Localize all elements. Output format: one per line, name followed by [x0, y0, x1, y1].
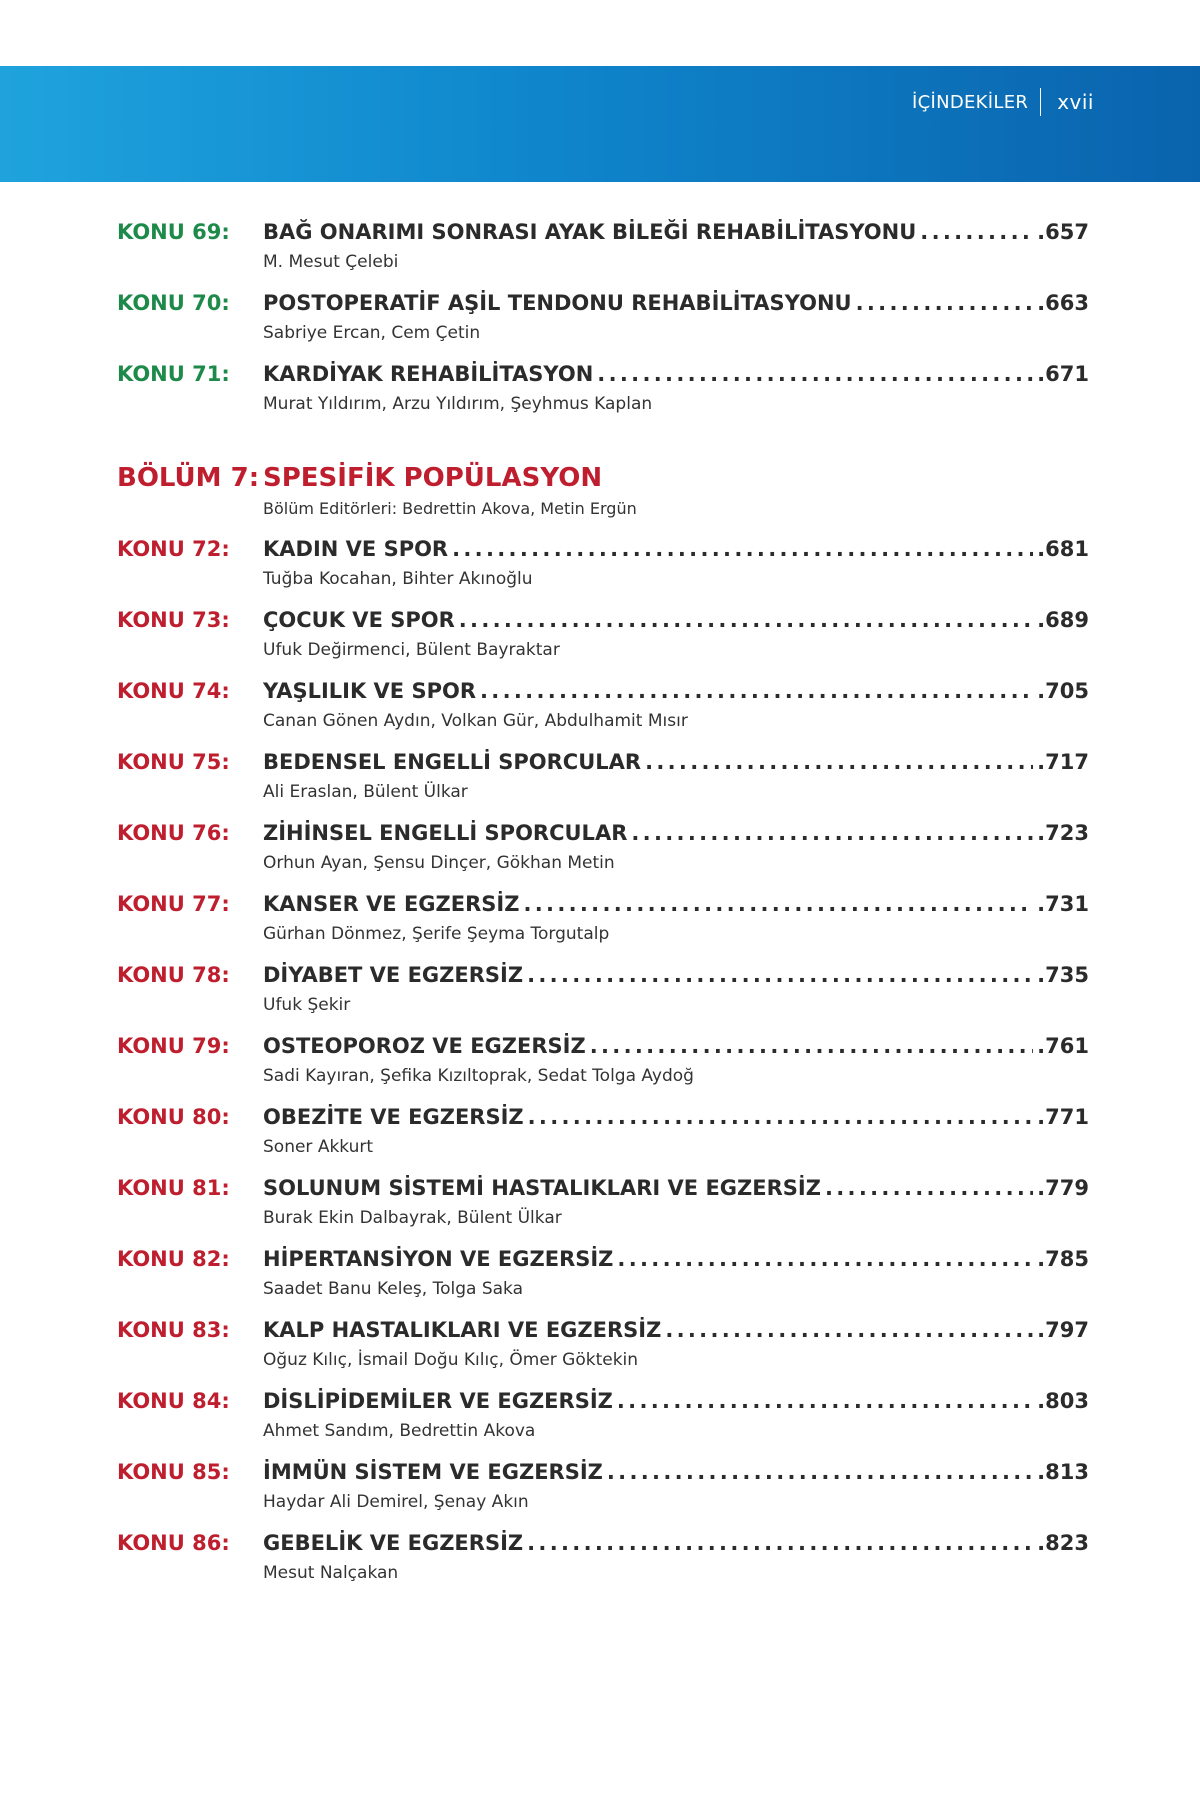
topic-label: KONU 69:: [117, 220, 230, 244]
topic-title: YAŞLILIK VE SPOR: [263, 679, 476, 703]
toc-entry[interactable]: [117, 1456, 1089, 1527]
dot-leader: [665, 1318, 1033, 1342]
topic-label: KONU 74:: [117, 679, 230, 703]
topic-title: SOLUNUM SİSTEMİ HASTALIKLARI VE EGZERSİZ: [263, 1176, 821, 1200]
topic-title: OBEZİTE VE EGZERSİZ: [263, 1105, 524, 1129]
toc-line: [263, 608, 1089, 632]
dot-leader: [920, 220, 1033, 244]
topic-authors: Mesut Nalçakan: [263, 1563, 399, 1583]
topic-authors: Oğuz Kılıç, İsmail Doğu Kılıç, Ömer Göktekin: [263, 1350, 639, 1370]
dot-leader: [528, 1105, 1034, 1129]
topic-authors: Tuğba Kocahan, Bihter Akınoğlu: [263, 569, 533, 589]
topic-label: KONU 82:: [117, 1247, 230, 1271]
dot-leader: [856, 291, 1034, 315]
toc-line: [263, 1460, 1089, 1484]
topic-authors: Ufuk Şekir: [263, 995, 351, 1015]
topic-page: .735: [1037, 963, 1089, 987]
topic-page: .671: [1037, 362, 1089, 386]
topic-label: KONU 78:: [117, 963, 230, 987]
page-number: xvii: [1057, 90, 1094, 114]
topic-title: BEDENSEL ENGELLİ SPORCULAR: [263, 750, 642, 774]
toc-line: [263, 362, 1089, 386]
toc-line: [263, 963, 1089, 987]
topic-authors: M. Mesut Çelebi: [263, 252, 399, 272]
topic-page: .761: [1037, 1034, 1089, 1058]
toc-entry[interactable]: [117, 533, 1089, 604]
topic-label: KONU 76:: [117, 821, 230, 845]
toc-line: [263, 220, 1089, 244]
topic-title: KARDİYAK REHABİLİTASYON: [263, 362, 594, 386]
toc-line: [263, 1318, 1089, 1342]
toc-entry[interactable]: [117, 1385, 1089, 1456]
table-of-contents: [117, 216, 1089, 1598]
topic-authors: Burak Ekin Dalbayrak, Bülent Ülkar: [263, 1208, 562, 1228]
toc-entry[interactable]: [117, 604, 1089, 675]
topic-page: .797: [1037, 1318, 1089, 1342]
running-header: [912, 88, 1094, 116]
toc-group-after: [117, 533, 1089, 1598]
topic-page: .681: [1037, 537, 1089, 561]
topic-title: ZİHİNSEL ENGELLİ SPORCULAR: [263, 821, 628, 845]
topic-title: POSTOPERATİF AŞİL TENDONU REHABİLİTASYONU: [263, 291, 852, 315]
topic-page: .813: [1037, 1460, 1089, 1484]
topic-page: .717: [1037, 750, 1089, 774]
toc-entry[interactable]: [117, 746, 1089, 817]
chapter-label: BÖLÜM 7:: [117, 463, 260, 493]
toc-line: [263, 1034, 1089, 1058]
topic-label: KONU 81:: [117, 1176, 230, 1200]
topic-label: KONU 73:: [117, 608, 230, 632]
topic-page: .785: [1037, 1247, 1089, 1271]
chapter-heading: [117, 463, 1089, 533]
toc-entry[interactable]: [117, 1030, 1089, 1101]
topic-authors: Ahmet Sandım, Bedrettin Akova: [263, 1421, 536, 1441]
topic-authors: Orhun Ayan, Şensu Dinçer, Gökhan Metin: [263, 853, 615, 873]
dot-leader: [645, 750, 1033, 774]
topic-label: KONU 70:: [117, 291, 230, 315]
chapter-editors: Bölüm Editörleri: Bedrettin Akova, Metin Ergün: [263, 499, 637, 518]
topic-page: .663: [1037, 291, 1089, 315]
topic-label: KONU 71:: [117, 362, 230, 386]
dot-leader: [631, 821, 1033, 845]
topic-title: HİPERTANSİYON VE EGZERSİZ: [263, 1247, 614, 1271]
topic-authors: Ufuk Değirmenci, Bülent Bayraktar: [263, 640, 560, 660]
topic-page: .779: [1037, 1176, 1089, 1200]
toc-entry[interactable]: [117, 675, 1089, 746]
topic-label: KONU 86:: [117, 1531, 230, 1555]
toc-line: [263, 291, 1089, 315]
dot-leader: [617, 1389, 1033, 1413]
toc-entry[interactable]: [117, 1243, 1089, 1314]
topic-page: .823: [1037, 1531, 1089, 1555]
header-divider: [1040, 88, 1041, 116]
dot-leader: [617, 1247, 1033, 1271]
section-title: İÇİNDEKİLER: [911, 91, 1029, 113]
toc-entry[interactable]: [117, 358, 1089, 429]
header-banner: [0, 66, 1200, 182]
topic-authors: Ali Eraslan, Bülent Ülkar: [263, 782, 468, 802]
topic-page: .803: [1037, 1389, 1089, 1413]
toc-entry[interactable]: [117, 1172, 1089, 1243]
toc-line: [263, 679, 1089, 703]
dot-leader: [527, 963, 1033, 987]
topic-authors: Sabriye Ercan, Cem Çetin: [263, 323, 481, 343]
toc-line: [263, 1247, 1089, 1271]
topic-label: KONU 72:: [117, 537, 230, 561]
topic-title: ÇOCUK VE SPOR: [263, 608, 455, 632]
toc-line: [263, 750, 1089, 774]
topic-label: KONU 75:: [117, 750, 230, 774]
dot-leader: [452, 537, 1033, 561]
toc-entry[interactable]: [117, 888, 1089, 959]
topic-page: .723: [1037, 821, 1089, 845]
topic-label: KONU 80:: [117, 1105, 230, 1129]
topic-label: KONU 83:: [117, 1318, 230, 1342]
topic-authors: Soner Akkurt: [263, 1137, 374, 1157]
dot-leader: [527, 1531, 1033, 1555]
toc-entry[interactable]: [117, 287, 1089, 358]
topic-title: KANSER VE EGZERSİZ: [263, 892, 520, 916]
topic-page: .731: [1037, 892, 1089, 916]
topic-label: KONU 77:: [117, 892, 230, 916]
topic-authors: Gürhan Dönmez, Şerife Şeyma Torgutalp: [263, 924, 610, 944]
dot-leader: [825, 1176, 1033, 1200]
toc-group-before: [117, 216, 1089, 429]
topic-page: .771: [1037, 1105, 1089, 1129]
toc-line: [263, 892, 1089, 916]
toc-entry[interactable]: [117, 1527, 1089, 1598]
topic-label: KONU 85:: [117, 1460, 230, 1484]
topic-label: KONU 84:: [117, 1389, 230, 1413]
topic-title: OSTEOPOROZ VE EGZERSİZ: [263, 1034, 586, 1058]
toc-line: [263, 1389, 1089, 1413]
topic-title: KALP HASTALIKLARI VE EGZERSİZ: [263, 1318, 662, 1342]
toc-line: [263, 1105, 1089, 1129]
topic-page: .689: [1037, 608, 1089, 632]
toc-line: [263, 1531, 1089, 1555]
toc-entry[interactable]: [117, 959, 1089, 1030]
topic-authors: Canan Gönen Aydın, Volkan Gür, Abdulhamit Mısır: [263, 711, 688, 731]
toc-line: [263, 821, 1089, 845]
dot-leader: [590, 1034, 1033, 1058]
topic-title: İMMÜN SİSTEM VE EGZERSİZ: [263, 1460, 603, 1484]
topic-authors: Murat Yıldırım, Arzu Yıldırım, Şeyhmus Kaplan: [263, 394, 653, 414]
topic-title: DİSLİPİDEMİLER VE EGZERSİZ: [263, 1389, 613, 1413]
dot-leader: [480, 679, 1033, 703]
topic-title: GEBELİK VE EGZERSİZ: [263, 1531, 524, 1555]
topic-authors: Saadet Banu Keleş, Tolga Saka: [263, 1279, 523, 1299]
toc-entry[interactable]: [117, 817, 1089, 888]
topic-page: .657: [1037, 220, 1089, 244]
topic-title: BAĞ ONARIMI SONRASI AYAK BİLEĞİ REHABİLİTASYONU: [263, 220, 917, 244]
dot-leader: [523, 892, 1033, 916]
dot-leader: [597, 362, 1033, 386]
toc-entry[interactable]: [117, 1314, 1089, 1385]
topic-label: KONU 79:: [117, 1034, 230, 1058]
topic-authors: Sadi Kayıran, Şefika Kızıltoprak, Sedat Tolga Aydoğ: [263, 1066, 694, 1086]
topic-authors: Haydar Ali Demirel, Şenay Akın: [263, 1492, 529, 1512]
chapter-title: SPESİFİK POPÜLASYON: [263, 463, 603, 493]
toc-entry[interactable]: [117, 216, 1089, 287]
dot-leader: [459, 608, 1033, 632]
topic-page: .705: [1037, 679, 1089, 703]
toc-entry[interactable]: [117, 1101, 1089, 1172]
topic-title: DİYABET VE EGZERSİZ: [263, 963, 524, 987]
toc-line: [263, 1176, 1089, 1200]
dot-leader: [607, 1460, 1033, 1484]
topic-title: KADIN VE SPOR: [263, 537, 449, 561]
toc-line: [263, 537, 1089, 561]
